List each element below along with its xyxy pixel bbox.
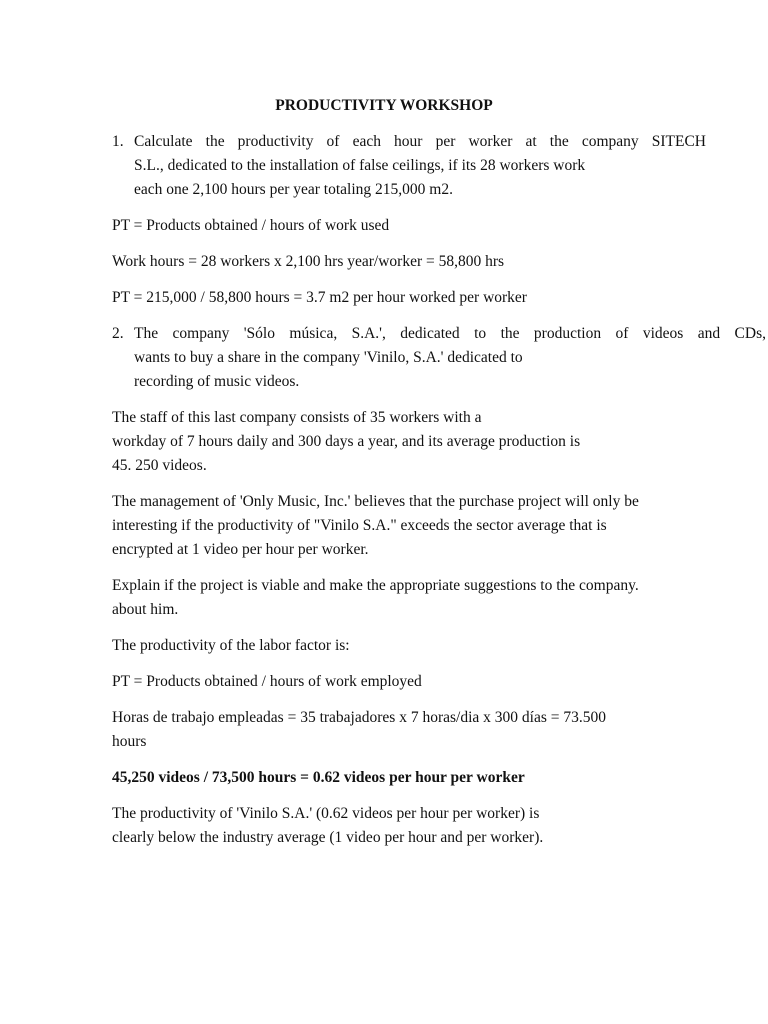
q1-line-1: Calculate the productivity of each hour per worker at the company SITECH [134, 133, 706, 150]
horas-line-2: hours [112, 733, 147, 750]
staff-line-2: workday of 7 hours daily and 300 days a year, and its average production is [112, 433, 581, 450]
q2-result: 45,250 videos / 73,500 hours = 0.62 videos per hour per worker [112, 769, 525, 786]
q1-line-3: each one 2,100 hours per year totaling 215,000 m2. [134, 181, 453, 198]
staff-line-3: 45. 250 videos. [112, 457, 207, 474]
q2-line-2: wants to buy a share in the company 'Vinilo, S.A.' dedicated to [134, 349, 523, 366]
conclusion-line-1: The productivity of 'Vinilo S.A.' (0.62 videos per hour per worker) is [112, 805, 540, 822]
explain-line-2: about him. [112, 601, 179, 618]
q2-number: 2. [112, 325, 124, 342]
q1-work-hours: Work hours = 28 workers x 2,100 hrs year/worker = 58,800 hrs [112, 253, 505, 270]
explain-line-1: Explain if the project is viable and make the appropriate suggestions to the company. [112, 577, 639, 594]
management-line-2: interesting if the productivity of "Vinilo S.A." exceeds the sector average that is [112, 517, 607, 534]
horas-line-1: Horas de trabajo empleadas = 35 trabajadores x 7 horas/dia x 300 días = 73.500 [112, 709, 606, 726]
q1-number: 1. [112, 133, 124, 150]
labor-intro: The productivity of the labor factor is: [112, 637, 350, 654]
document-title: PRODUCTIVITY WORKSHOP [275, 97, 493, 114]
q1-result: PT = 215,000 / 58,800 hours = 3.7 m2 per hour worked per worker [112, 289, 527, 306]
q2-line-3: recording of music videos. [134, 373, 300, 390]
q2-formula: PT = Products obtained / hours of work employed [112, 673, 422, 690]
q1-formula: PT = Products obtained / hours of work used [112, 217, 390, 234]
q2-line-1: The company 'Sólo música, S.A.', dedicated to the production of videos and CDs, [134, 325, 766, 342]
q1-line-2: S.L., dedicated to the installation of false ceilings, if its 28 workers work [134, 157, 586, 174]
conclusion-line-2: clearly below the industry average (1 video per hour and per worker). [112, 829, 544, 846]
management-line-1: The management of 'Only Music, Inc.' believes that the purchase project will only be [112, 493, 639, 510]
staff-line-1: The staff of this last company consists of 35 workers with a [112, 409, 482, 426]
management-line-3: encrypted at 1 video per hour per worker. [112, 541, 369, 558]
